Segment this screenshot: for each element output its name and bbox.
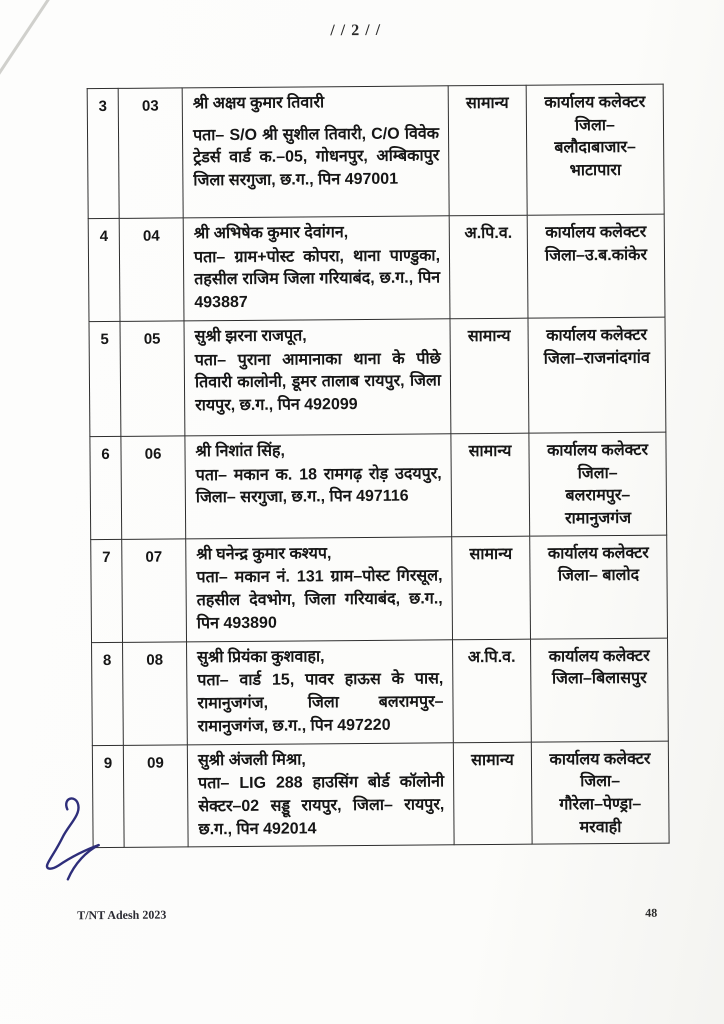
candidate-name: श्री अभिषेक कुमार देवांगन, [193,224,349,243]
code-cell: 08 [123,642,188,745]
serial-number-cell: 6 [90,436,122,539]
footer-page-number: 48 [645,905,658,920]
office-cell: कार्यालय कलेक्टर जिला– बलौदाबाजार– भाटापारा [526,84,664,215]
office-cell: कार्यालय कलेक्टर जिला–उ.ब.कांकेर [527,214,665,318]
category-cell: सामान्य [451,433,530,536]
name-address-cell [185,434,452,539]
candidate-name: सुश्री प्रियंका कुशवाहा, [197,647,325,666]
page-number-header: //2// [330,21,387,40]
code-cell: 09 [123,744,188,847]
serial-number-cell: 3 [87,88,119,218]
category-cell: सामान्य [448,85,527,216]
name-address-cell [187,639,454,744]
name-address-cell [183,216,450,321]
code-cell: 04 [119,218,184,321]
candidate-address: पता– ग्राम+पोस्ट कोपरा, थाना पाण्डुका, तहसील राजिम जिला गरियाबंद, छ.ग., पिन 493887 [193,247,441,312]
table-row [92,638,669,745]
table-row [90,432,667,539]
serial-number-cell: 7 [91,539,123,642]
table-row [89,317,666,437]
office-cell: कार्यालय कलेक्टर जिला–बिलासपुर [531,638,669,742]
serial-number-cell: 9 [92,745,124,848]
candidate-address: पता– मकान नं. 131 ग्राम–पोस्ट गिरसूल, तहसील देवभोग, जिला गरियाबंद, छ.ग., पिन 493890 [196,567,443,633]
name-address-cell [182,86,449,218]
name-address-cell [187,742,454,847]
candidate-address: पता– LIG 288 हाउसिंग बोर्ड कॉलोनी सेक्टर–02 सड्डू रायपुर, जिला– रायपुर, छ.ग., पिन 492014 [198,773,445,838]
category-cell: सामान्य [450,318,529,434]
office-cell: कार्यालय कलेक्टर जिला–राजनांदगांव [528,317,666,433]
candidate-name: श्री निशांत सिंह, [195,442,286,461]
candidate-name: सुश्री अंजली मिश्रा, [197,750,306,769]
serial-number-cell: 5 [89,321,121,436]
office-cell: कार्यालय कलेक्टर जिला– गौरेला–पेण्ड्रा– मरवाही [531,741,669,845]
office-cell: कार्यालय कलेक्टर जिला– बलरामपुर– रामानुजगंज [529,432,667,536]
code-cell: 06 [121,436,186,539]
table-row [87,84,664,219]
category-cell: अ.पि.व. [449,215,528,318]
code-cell: 07 [122,539,187,642]
code-cell: 05 [120,321,185,436]
name-address-cell [186,537,453,642]
serial-number-cell: 4 [88,218,120,321]
category-cell: सामान्य [453,742,532,845]
candidate-address: पता– S/O श्री सुशील तिवारी, C/O विवेक ट्रेडर्स वार्ड क.–05, गोधनपुर, अम्बिकापुर जिला सरगुजा, छ.ग., पिन 497001 [192,125,440,190]
table-row [92,741,669,848]
candidate-name: श्री घनेन्द्र कुमार कश्यप, [196,544,332,564]
table-row [88,214,665,321]
candidate-address: पता– पुराना आमानाका थाना के पीछे तिवारी कालोनी, डूमर तालाब रायपुर, जिला रायपुर, छ.ग., पिन 492099 [194,349,442,415]
candidate-address: पता– मकान क. 18 रामगढ़ रोड़ उदयपुर, जिला– सरगुजा, छ.ग., पिन 497116 [195,464,442,507]
serial-number-cell: 8 [92,642,124,745]
footer-reference-text: T/NT Adesh 2023 [77,907,167,923]
candidate-name: श्री अक्षय कुमार तिवारी [192,94,325,113]
category-cell: सामान्य [452,536,531,639]
name-address-cell [184,319,451,436]
signature-scribble-icon [34,795,113,896]
candidate-name: सुश्री झरना राजपूत, [194,327,307,346]
candidate-address: पता– वार्ड 15, पावर हाऊस के पास, रामानुजगंज, जिला बलरामपुर– रामानुजगंज, छ.ग., पिन 497220 [197,670,444,736]
category-cell: अ.पि.व. [453,639,532,742]
table-row [91,535,668,642]
office-cell: कार्यालय कलेक्टर जिला– बालोद [530,535,668,639]
code-cell: 03 [118,88,183,218]
candidate-posting-table [87,84,670,849]
